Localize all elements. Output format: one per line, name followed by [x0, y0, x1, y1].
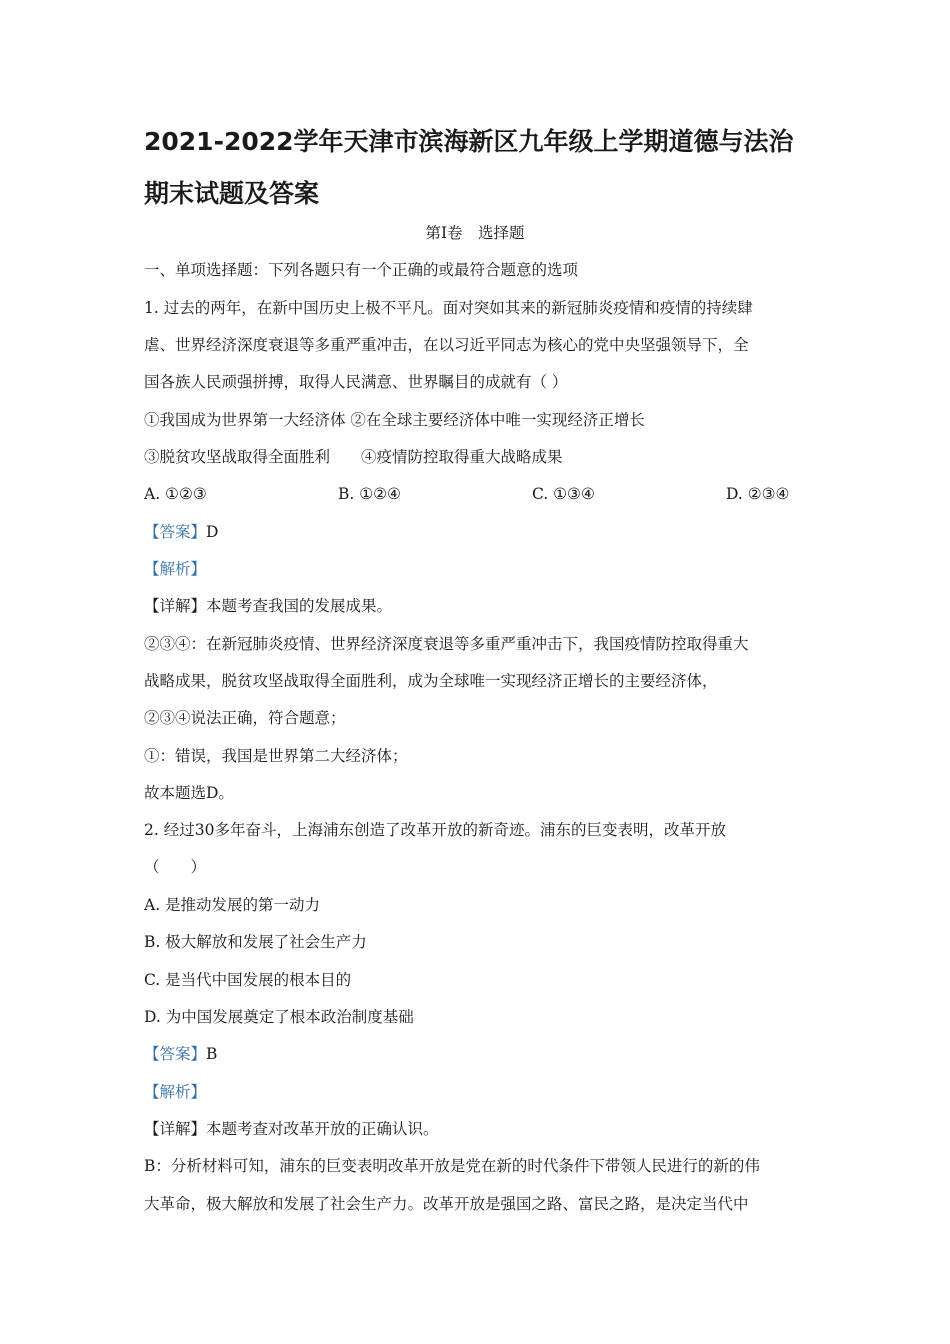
q1-detail-line-6: 故本题选D。	[144, 784, 234, 802]
q2-answer-tag: 【答案】	[144, 1045, 207, 1063]
part-heading: 一、单项选择题：下列各题只有一个正确的或最符合题意的选项	[144, 261, 579, 279]
q2-detail-line-1	[144, 1118, 814, 1140]
q2-stem-line-1: 2. 经过30多年奋斗，上海浦东创造了改革开放的新奇迹。浦东的巨变表明，改革开放	[144, 821, 726, 839]
q1-detail-line-4: ②③④说法正确，符合题意；	[144, 709, 346, 727]
q1-stem-line-1: 1. 过去的两年，在新中国历史上极不平凡。面对突如其来的新冠肺炎疫情和疫情的持续肆	[144, 299, 753, 317]
q1-stem-line-2: 虐、世界经济深度衰退等多重严重冲击，在以习近平同志为核心的党中央坚强领导下，全	[144, 336, 749, 354]
q1-detail-line-2: ②③④：在新冠肺炎疫情、世界经济深度衰退等多重严重冲击下，我国疫情防控取得重大	[144, 635, 749, 653]
q2-answer	[144, 1043, 814, 1065]
q2-option-a: A. 是推动发展的第一动力	[144, 896, 321, 914]
q1-statement-2: ③脱贫攻坚战取得全面胜利 ④疫情防控取得重大战略成果	[144, 448, 563, 466]
q1-stem-line-3: 国各族人民顽强拼搏，取得人民满意、世界瞩目的成就有（ ）	[144, 373, 568, 391]
q2-detail-tag: 【详解】	[144, 1120, 207, 1138]
q1-answer	[144, 521, 814, 543]
q1-option-a: A. ①②③	[144, 485, 207, 503]
q1-option-c: C. ①③④	[532, 485, 595, 503]
q1-detail-line-1	[144, 595, 814, 617]
q1-statement-1: ①我国成为世界第一大经济体 ②在全球主要经济体中唯一实现经济正增长	[144, 411, 645, 429]
q1-detail-text-1: 本题考查我国的发展成果。	[206, 597, 393, 615]
q2-answer-value: B	[206, 1045, 218, 1063]
q1-detail-line-5: ①：错误，我国是世界第二大经济体；	[144, 747, 408, 765]
q1-option-b: B. ①②④	[338, 485, 401, 503]
q2-option-b: B. 极大解放和发展了社会生产力	[144, 933, 367, 951]
q2-stem-line-2: （ ）	[144, 858, 207, 876]
document-title: 2021-2022学年天津市滨海新区九年级上学期道德与法治期末试题及答案	[144, 127, 794, 208]
q2-detail-text-1: 本题考查对改革开放的正确认识。	[206, 1120, 439, 1138]
q1-analysis-tag: 【解析】	[144, 560, 207, 578]
q2-option-c: C. 是当代中国发展的根本目的	[144, 971, 352, 989]
q2-option-d: D. 为中国发展奠定了根本政治制度基础	[144, 1008, 414, 1026]
section-heading: 第Ⅰ卷 选择题	[425, 224, 525, 242]
q2-detail-line-3: 大革命，极大解放和发展了社会生产力。改革开放是强国之路、富民之路，是决定当代中	[144, 1195, 749, 1213]
q2-analysis-tag: 【解析】	[144, 1083, 207, 1101]
q2-detail-line-2: B：分析材料可知，浦东的巨变表明改革开放是党在新的时代条件下带领人民进行的新的伟	[144, 1157, 760, 1175]
q1-option-d: D. ②③④	[726, 485, 790, 503]
q1-answer-value: D	[206, 523, 219, 541]
q1-detail-line-3: 战略成果，脱贫攻坚战取得全面胜利，成为全球唯一实现经济正增长的主要经济体，	[144, 672, 718, 690]
q1-answer-tag: 【答案】	[144, 523, 207, 541]
q1-detail-tag: 【详解】	[144, 597, 207, 615]
